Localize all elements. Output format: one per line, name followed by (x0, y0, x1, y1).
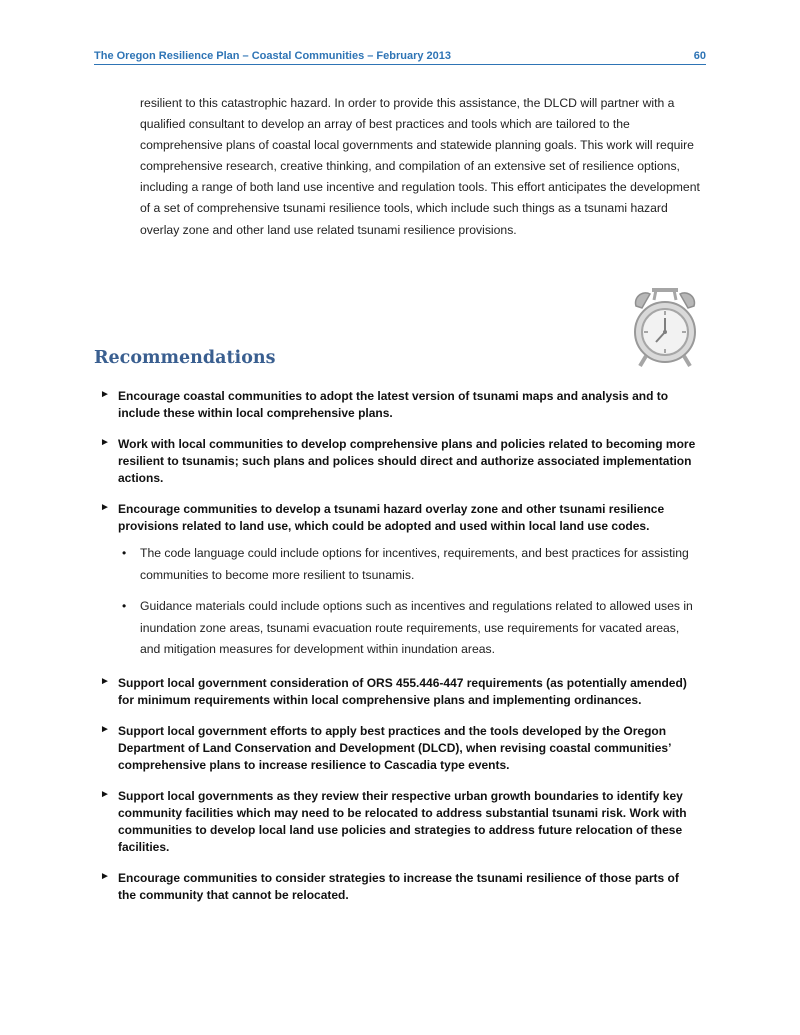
arrow-bullet-icon: ► (100, 502, 110, 513)
arrow-bullet-icon: ► (100, 389, 110, 400)
recommendation-item (100, 788, 700, 856)
header-title: The Oregon Resilience Plan – Coastal Communities – February 2013 (94, 50, 452, 62)
recommendation-text: Work with local communities to develop comprehensive plans and policies related to becoming more resilient to tsunamis; such plans and polices should direct and authorize associated implementation actions. (118, 437, 696, 485)
arrow-bullet-icon: ► (100, 437, 110, 448)
page-header (94, 49, 706, 65)
recommendation-text: Support local government efforts to apply best practices and the tools developed by the Oregon Department of Land Conservation and Development (DLCD), when revising coastal communities’ comprehensive plans to increase resilience to Cascadia type events. (118, 723, 671, 772)
bullet-dot-icon: • (122, 546, 127, 560)
arrow-bullet-icon: ► (100, 870, 110, 882)
bullet-dot-icon: • (122, 599, 127, 613)
page-number: 60 (693, 50, 706, 62)
sub-bullet-list (118, 543, 700, 661)
alarm-clock-icon (630, 282, 700, 370)
recommendation-item (100, 501, 700, 661)
arrow-bullet-icon: ► (100, 675, 110, 687)
recommendation-item (100, 870, 700, 904)
intro-paragraph-block (140, 93, 702, 241)
sub-bullet-text: Guidance materials could include options such as incentives and regulations related to allowed uses in inundation zone areas, tsunami evacuation route requirements, use requirements for vacated areas, and mitigation measures for development within inundation areas. (140, 599, 693, 656)
recommendation-text: Encourage coastal communities to adopt the latest version of tsunami maps and analysis and to include these within local comprehensive plans. (118, 389, 669, 420)
recommendations-list (100, 388, 700, 918)
intro-paragraph: resilient to this catastrophic hazard. In order to provide this assistance, the DLCD will partner with a qualified consultant to develop an array of best practices and tools which are tailored to the comprehensive plans of coastal local governments and statewide planning goals. This work will require comprehensive research, creative thinking, and compilation of an extensive set of resilience options, including a range of both land use incentive and regulation tools. This effort anticipates the development of a set of comprehensive tsunami resilience tools, which include such things as a tsunami hazard overlay zone and other land use related tsunami resilience provisions. (140, 96, 700, 237)
sub-bullet-item (118, 543, 700, 586)
recommendation-text: Encourage communities to consider strategies to increase the tsunami resilience of those parts of the community that cannot be relocated. (118, 870, 679, 902)
recommendation-text: Support local government consideration of ORS 455.446-447 requirements (as potentially amended) for minimum requirements within local comprehensive plans and implementing ordinances. (118, 675, 687, 707)
sub-bullet-item (118, 596, 700, 661)
sub-bullet-text: The code language could include options for incentives, requirements, and best practices for assisting communities to become more resilient to tsunamis. (140, 546, 689, 582)
arrow-bullet-icon: ► (100, 723, 110, 735)
recommendation-text: Support local governments as they review their respective urban growth boundaries to identify key community facilities which may need to be relocated to address substantial tsunami risk. Work with communities to develop local land use policies and strategies to address future relocation of these facilities. (118, 788, 687, 854)
arrow-bullet-icon: ► (100, 788, 110, 800)
recommendation-item (100, 723, 700, 774)
recommendation-text: Encourage communities to develop a tsunami hazard overlay zone and other tsunami resilience provisions related to land use, which could be adopted and used within local land use codes. (118, 502, 665, 533)
section-title: Recommendations (94, 348, 276, 368)
recommendation-item (100, 436, 700, 487)
recommendation-item (100, 675, 700, 709)
recommendation-item (100, 388, 700, 422)
